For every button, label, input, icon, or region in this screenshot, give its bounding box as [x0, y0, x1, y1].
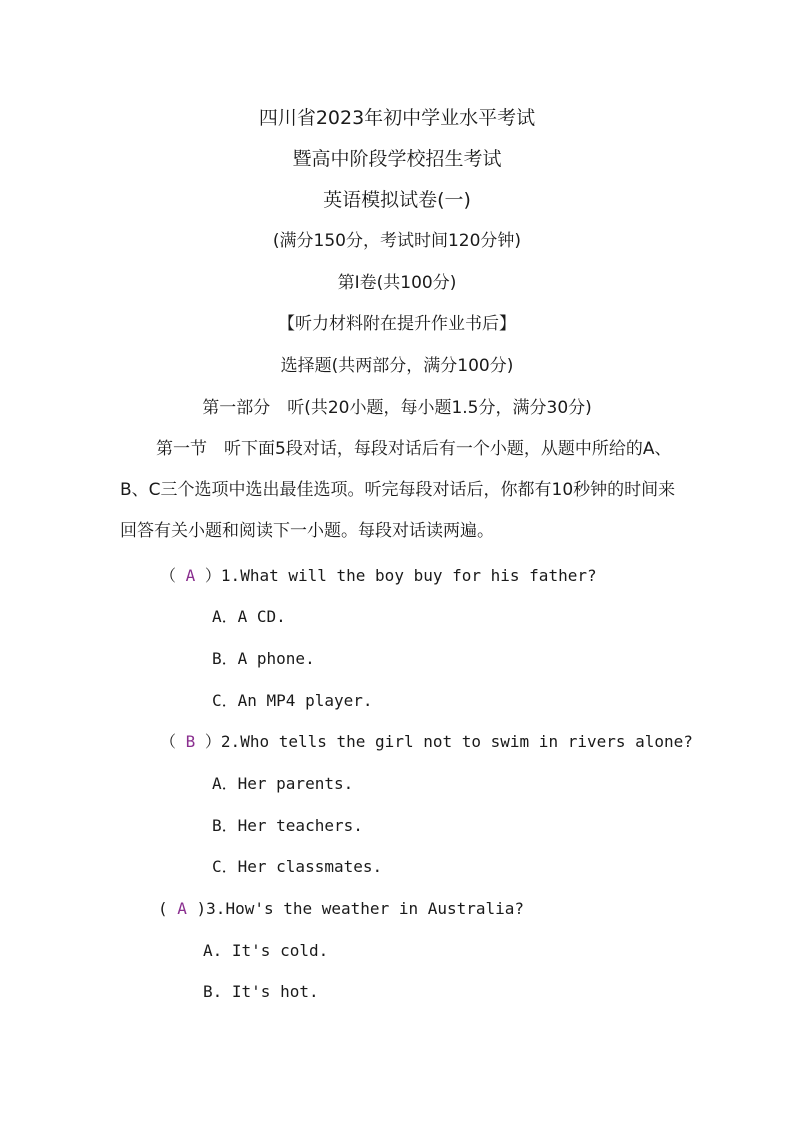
exam-score-time: (满分150分，考试时间120分钟)	[272, 231, 522, 251]
answer-bracket-close: )	[186, 899, 207, 918]
question-3	[158, 898, 524, 920]
section-instructions: 第一节 听下面5段对话，每段对话后有一个小题，从题中所给的A、B、C三个选项中选出最佳选项。听完每段对话后，你都有10秒钟的时间来回答有关小题和阅读下一小题。每段对话读两遍。	[120, 439, 676, 541]
question-2-option-a: A．Her parents.	[212, 774, 354, 793]
question-text: 1.What will the boy buy for his father?	[220, 566, 597, 585]
answer-bracket-open: （	[160, 732, 186, 751]
volume-heading: 第Ⅰ卷(共100分)	[337, 273, 457, 293]
question-text: 2.Who tells the girl not to swim in rivers alone?	[220, 732, 693, 751]
question-1-option-a: A．A CD.	[212, 607, 286, 626]
choice-heading: 选择题(共两部分，满分100分)	[280, 356, 514, 376]
exam-title-line-2: 暨高中阶段学校招生考试	[292, 148, 502, 170]
question-1-option-c: C．An MP4 player.	[212, 691, 373, 710]
part-one-heading: 第一部分 听(共20小题，每小题1.5分，满分30分)	[202, 398, 592, 418]
listening-note: 【听力材料附在提升作业书后】	[278, 314, 516, 334]
answer-letter: B	[185, 732, 196, 751]
question-text: 3.How's the weather in Australia?	[206, 899, 525, 918]
question-2-option-c: C．Her classmates.	[212, 857, 383, 876]
answer-bracket-open: （	[160, 566, 186, 585]
exam-title-line-3: 英语模拟试卷(一)	[323, 189, 471, 211]
answer-bracket-close: ）	[195, 732, 221, 751]
question-3-option-a: A. It's cold.	[203, 941, 329, 960]
answer-letter: A	[177, 899, 187, 918]
answer-bracket-close: ）	[195, 566, 221, 585]
question-2	[160, 731, 693, 753]
answer-letter: A	[185, 566, 196, 585]
question-3-option-b: B. It's hot.	[203, 982, 319, 1001]
exam-title-line-1: 四川省2023年初中学业水平考试	[258, 107, 536, 129]
question-2-option-b: B．Her teachers.	[212, 816, 363, 835]
question-1	[160, 565, 597, 587]
answer-bracket-open: (	[158, 899, 178, 918]
question-1-option-b: B．A phone.	[212, 649, 315, 668]
